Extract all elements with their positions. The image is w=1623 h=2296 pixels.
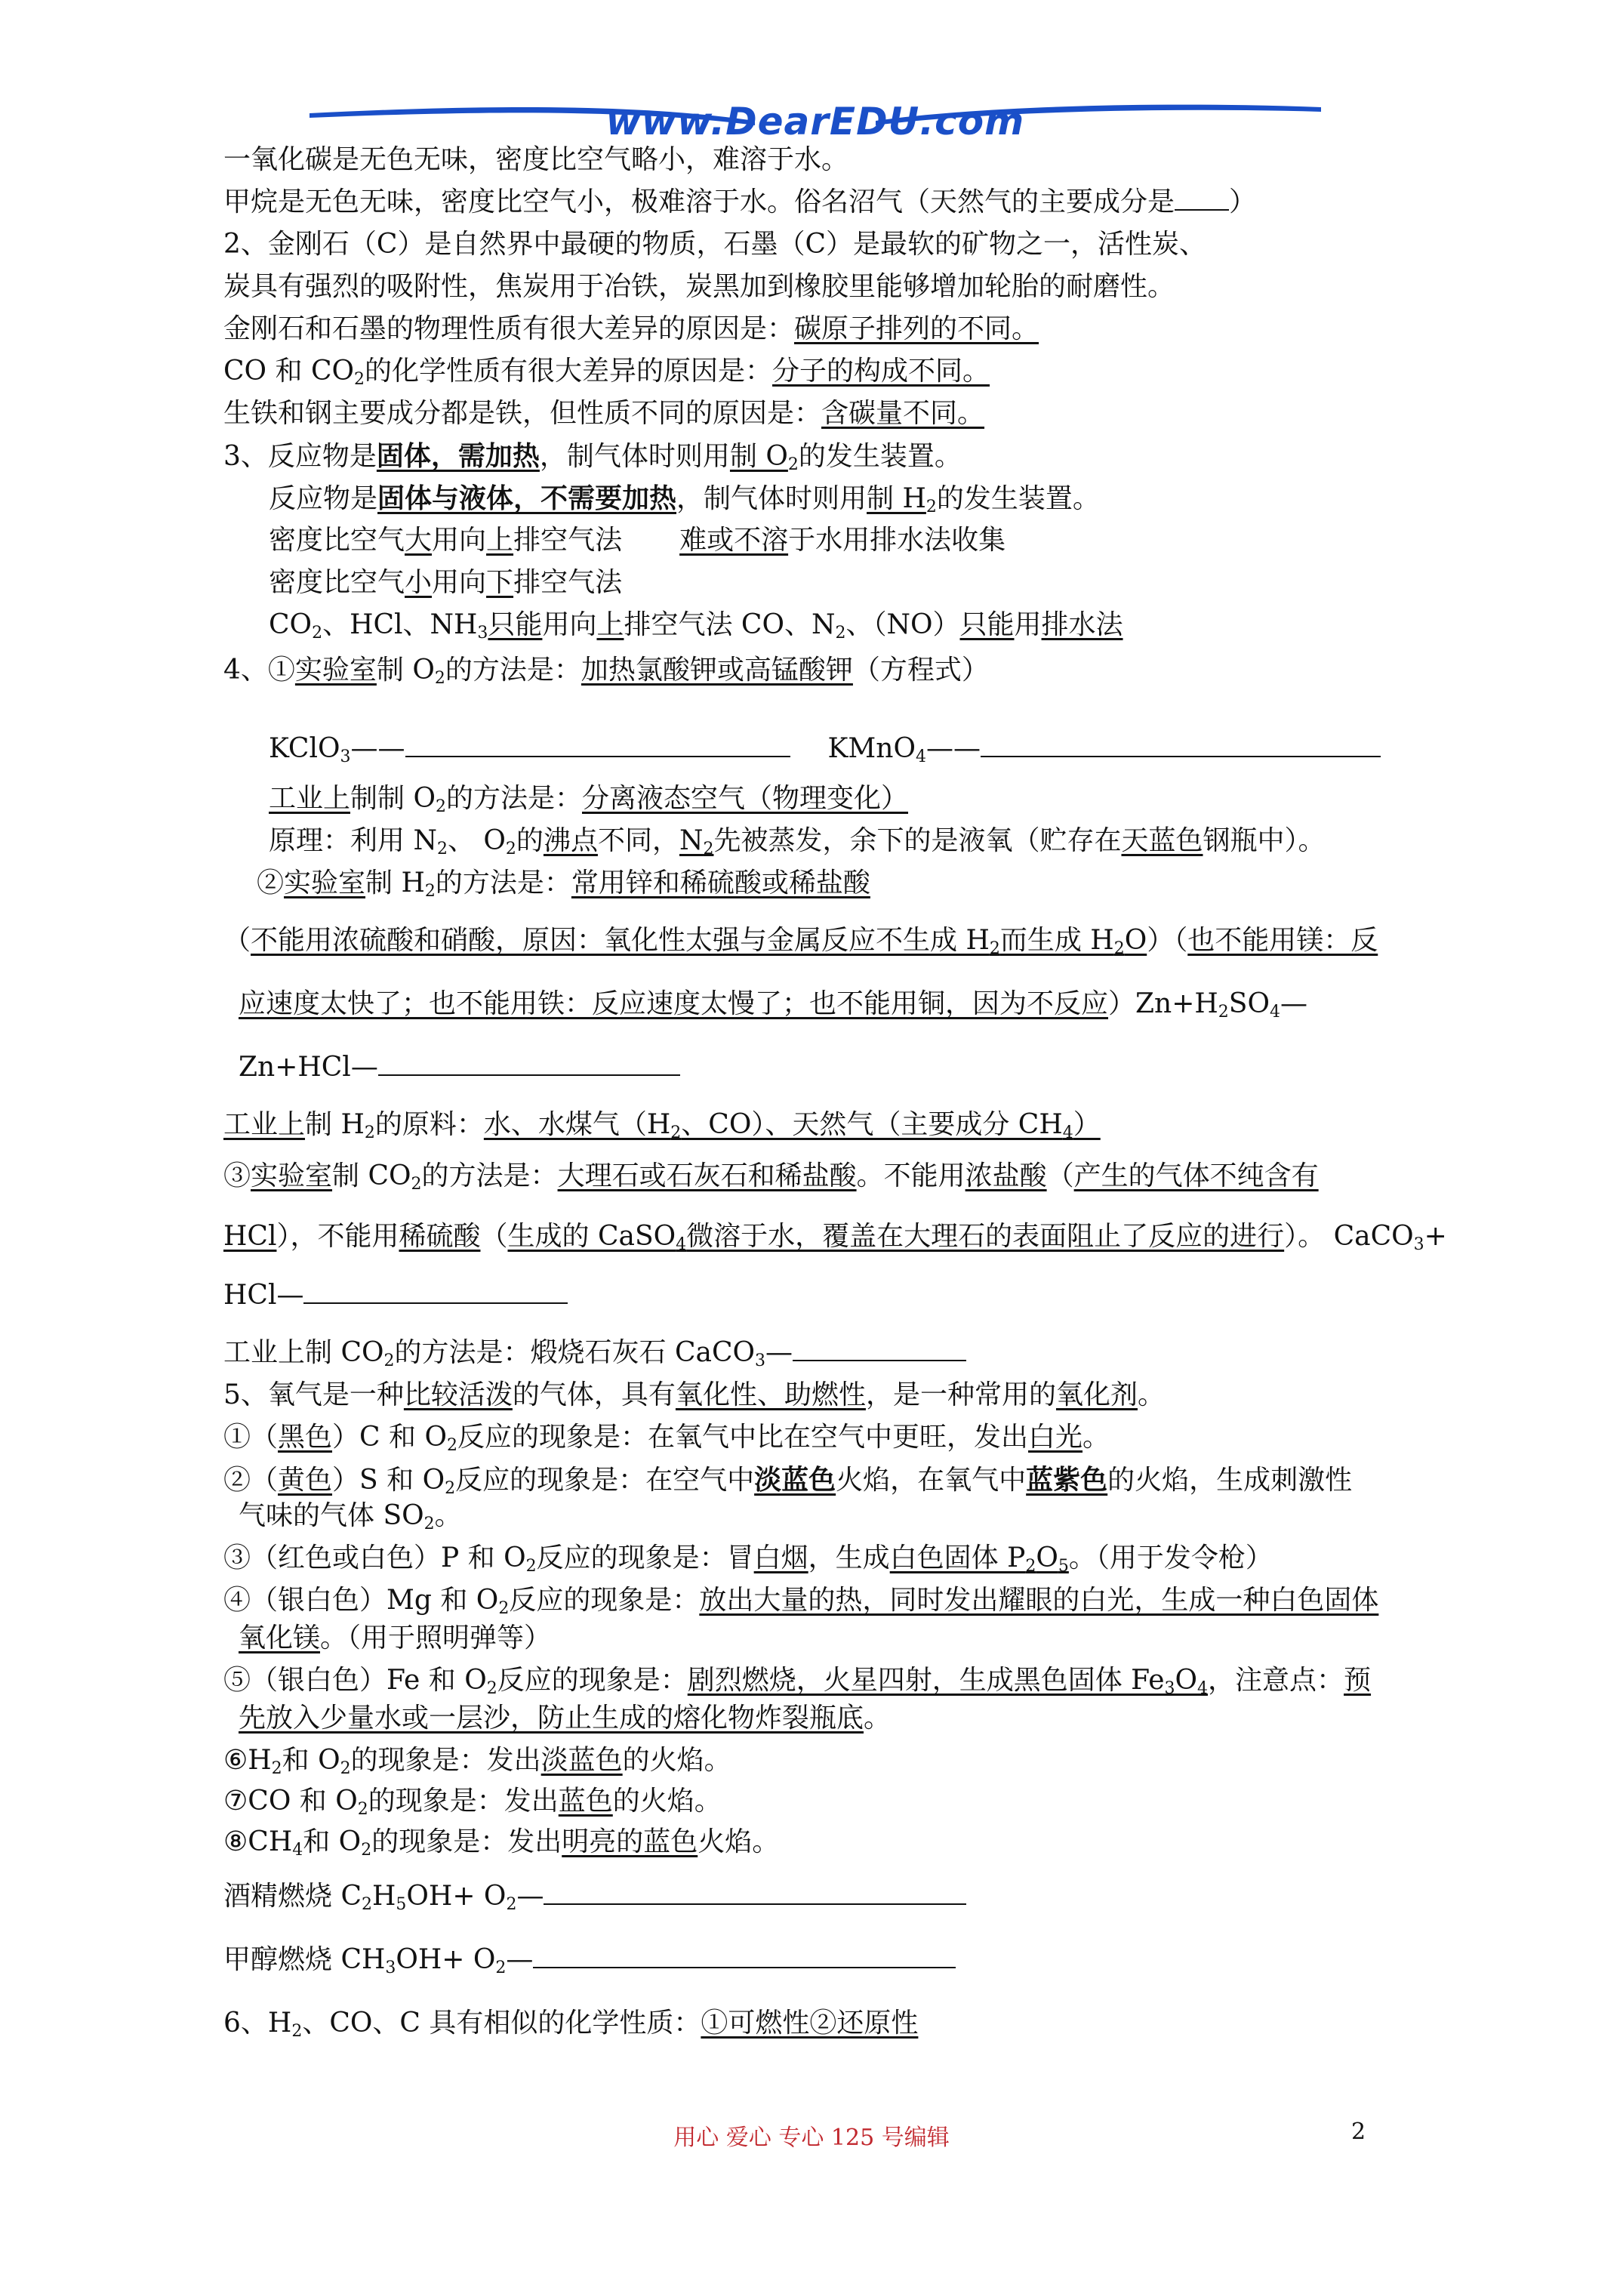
text-line: ①（黑色）C 和 $O_2$反应的现象是：在氧气中比在空气中更旺，发出白光。: [223, 1422, 1110, 1455]
text-line: ⑦CO 和 $O_2$的现象是：发出蓝色的火焰。: [223, 1786, 722, 1819]
text-line: KClO$_3$—— KMnO$_4$——: [223, 732, 1381, 774]
text-line: ③实验室制 $CO_2$的方法是：大理石或石灰石和稀盐酸。不能用浓盐酸（产生的气体不纯含有: [223, 1160, 1319, 1194]
text-line: 氧化镁。（用于照明弹等）: [239, 1623, 552, 1653]
text-line: （不能用浓硫酸和硝酸，原因：氧化性太强与金属反应不生成 $H_2$而生成 $H_2O$）（也不能用镁：反: [223, 925, 1378, 958]
text-line: $⑧CH_4$和 $O_2$的现象是：发出明亮的蓝色火焰。: [223, 1826, 780, 1860]
text-line: 工业上制 $CO_2$的方法是：煅烧石灰石 CaCO$_3$—: [223, 1336, 966, 1378]
text-line: 炭具有强烈的吸附性，焦炭用于冶铁，炭黑加到橡胶里能够增加轮胎的耐磨性。: [223, 271, 1175, 302]
text-line: ③（红色或白色）P 和 $O_2$反应的现象是：冒白烟，生成白色固体 $P_2O_5$。（用于发令枪）: [223, 1542, 1273, 1576]
text-line: 应速度太快了；也不能用铁：反应速度太慢了；也不能用铜，因为不反应）$Zn+H_2SO_4—$: [239, 988, 1307, 1022]
text-line: HCl—: [223, 1279, 568, 1312]
text-line: 4、①实验室制 $O_2$的方法是：加热氯酸钾或高锰酸钾（方程式）: [223, 655, 989, 688]
text-line: 密度比空气小用向下排空气法: [269, 567, 623, 598]
text-line: Zn+HCl—: [223, 1051, 680, 1084]
text-line: 一氧化碳是无色无味，密度比空气略小，难溶于水。: [223, 144, 849, 175]
text-line: 密度比空气大用向上排空气法 难或不溶于水用排水法收集: [269, 525, 1006, 556]
text-line: 原理：利用 $N_2$、 $O_2$的沸点不同，$N_2$先被蒸发，余下的是液氧（贮存在天蓝色钢瓶中）。: [269, 825, 1326, 858]
text-line: 6、$H_2$、CO、C 具有相似的化学性质：①可燃性②还原性: [223, 2008, 919, 2041]
text-line: 反应物是固体与液体，不需要加热，制气体时则用制 $H_2$的发生装置。: [269, 482, 1100, 516]
site-url[interactable]: www.DearEDU.com: [605, 100, 1025, 143]
text-line: ④（银白色）Mg 和 $O_2$反应的现象是：放出大量的热，同时发出耀眼的白光，生成一种白色固体: [223, 1585, 1379, 1618]
text-line: 工业上制制 $O_2$的方法是：分离液态空气（物理变化）: [269, 783, 909, 816]
text-line: 2、金刚石（C）是自然界中最硬的物质，石墨（C）是最软的矿物之一，活性炭、: [223, 229, 1206, 260]
text-line: 气味的气体 $SO_2$。: [239, 1500, 462, 1533]
text-line: 金刚石和石墨的物理性质有很大差异的原因是：碳原子排列的不同。: [223, 313, 1039, 344]
text-line: $CO_2$、HCl、$NH_3$只能用向上排空气法 CO、$N_2$、（NO）只能用排水法: [269, 609, 1123, 643]
text-line: ②（黄色）S 和 $O_2$反应的现象是：在空气中淡蓝色火焰，在氧气中蓝紫色的火焰，生成刺激性: [223, 1464, 1353, 1498]
text-line: CO 和 $CO_2$的化学性质有很大差异的原因是：分子的构成不同。: [223, 356, 990, 389]
page-footer: 用心 爱心 专心 125 号编辑: [673, 2125, 950, 2151]
text-line: ⑤（银白色）Fe 和 $O_2$反应的现象是：剧烈燃烧，火星四射，生成黑色固体 $Fe_3O_4$，注意点：预: [223, 1665, 1372, 1698]
text-line: HCl），不能用稀硫酸（生成的 CaSO$_4$微溶于水，覆盖在大理石的表面阻止了反应的进行）。 CaCO$_3$+: [223, 1221, 1447, 1254]
text-line: 甲烷是无色无味，密度比空气小，极难溶于水。俗名沼气（天然气的主要成分是 ）: [223, 186, 1257, 217]
text-line: 酒精燃烧 $C_2H_5OH+$ $O_2—$: [223, 1880, 966, 1922]
text-line: $⑥H_2$和 $O_2$的现象是：发出淡蓝色的火焰。: [223, 1745, 731, 1778]
text-line: ②实验室制 $H_2$的方法是：常用锌和稀硫酸或稀盐酸: [257, 868, 870, 901]
page-number: 2: [1351, 2119, 1366, 2145]
text-line: 3、反应物是固体，需加热，制气体时则用制 $O_2$的发生装置。: [223, 440, 962, 474]
text-line: 生铁和钢主要成分都是铁，但性质不同的原因是：含碳量不同。: [223, 398, 985, 429]
text-line: 甲醇燃烧 $CH_3OH+$ $O_2—$: [223, 1943, 956, 1985]
text-line: 5、氧气是一种比较活泼的气体，具有氧化性、助燃性，是一种常用的氧化剂。: [223, 1379, 1165, 1410]
text-line: 工业上制 $H_2$的原料：水、水煤气（$H_2$、CO）、天然气（主要成分 $CH_4$）: [223, 1109, 1101, 1142]
text-line: 先放入少量水或一层沙，防止生成的熔化物炸裂瓶底。: [239, 1703, 892, 1734]
